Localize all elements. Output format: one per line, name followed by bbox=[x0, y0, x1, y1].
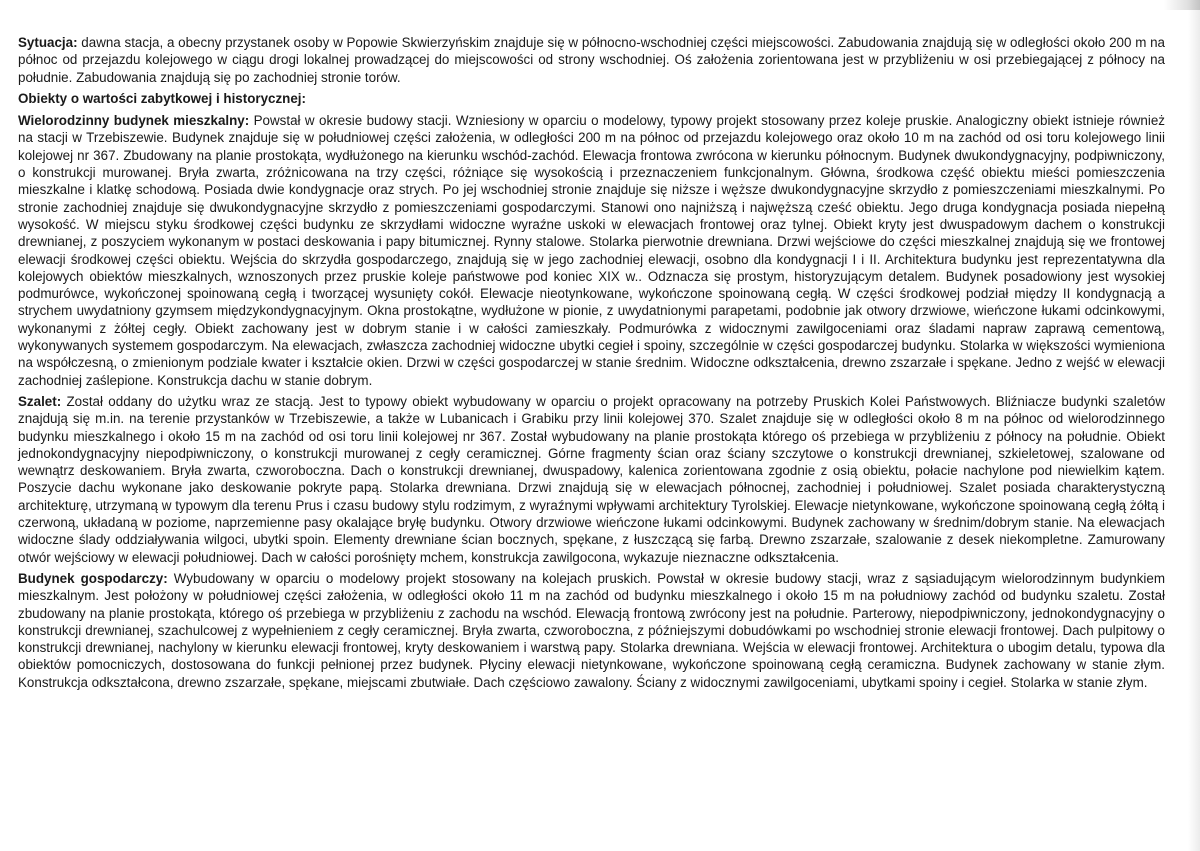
paragraph-sytuacja bbox=[18, 34, 1165, 86]
heading-wielorodzinny: Wielorodzinny budynek mieszkalny: bbox=[18, 113, 250, 129]
heading-gospodarczy: Budynek gospodarczy: bbox=[18, 570, 168, 586]
paragraph-gospodarczy bbox=[18, 570, 1165, 691]
scan-edge-shadow bbox=[1188, 0, 1200, 851]
text-wielorodzinny: Powstał w okresie budowy stacji. Wzniesiony w oparciu o modelowy, typowy projekt stosowany przez koleje pruskie. Analogiczny obiekt istnieje również na stacji w Trzebiszewie. Budynek znajduje się w południowej części założenia, w odległości 200 m na północ od przejazdu kolejowego oraz około 10 m na zachód od osi toru kolejowego linii kolejowej nr 367. Zbudowany na planie prostokąta, wydłużonego na kierunku wschód-zachód. Elewacja frontowa zwrócona w kierunku północnym. Budynek dwukondygnacyjny, podpiwniczony, o konstrukcji murowanej. Bryła zwarta, zróżnicowana na trzy części, różniące się wysokością i przeznaczeniem funkcjonalnym. Główna, środkowa część obiektu mieści pomieszczenia mieszkalne i klatkę schodową. Posiada dwie kondygnacje oraz strych. Po jej wschodniej stronie znajduje się niższe i węższe dwukondygnacyjne skrzydło z pomieszczeniami mieszkalnymi. Po stronie zachodniej znajduje się dwukondygnacyjne skrzydło z pomieszczeniami gospodarczymi. Stanowi ono najniższą i najwęższą cześć obiektu. Jego druga kondygnacja posiada niepełną wysokość. W miejscu styku środkowej części budynku ze skrzydłami widoczne wyraźne uskoki w elewacjach frontowej oraz tylnej. Obiekt kryty jest dwuspadowym dachem o konstrukcji drewnianej, z poszyciem wykonanym w postaci deskowania i papy bitumicznej. Rynny stalowe. Stolarka pierwotnie drewniana. Drzwi wejściowe do części mieszkalnej znajdują się we frontowej elewacji środkowej części obiektu. Wejścia do skrzydła gospodarczego, znajdują się w jego zachodniej elewacji, osobno dla kondygnacji I i II. Architektura budynku jest reprezentatywna dla kolejowych obiektów mieszkalnych, wznoszonych przez pruskie koleje państwowe pod koniec XIX w.. Odznacza się prostym, historyzującym detalem. Budynek posadowiony jest wysokiej podmurówce, wykończonej spoinowaną cegłą i tworzącej wysunięty cokół. Elewacje nieotynkowane, wykończone spoinowaną cegłą. W części środkowej podział między II kondygnacją a strychem uwydatniony gzymsem międzykondygnacyjnym. Okna prostokątne, wydłużone w pionie, z uwydatnionymi parapetami, podobnie jak otwory drzwiowe, wieńczone łukami odcinkowymi, wykonanymi z żółtej cegły. Obiekt zachowany jest w dobrym stanie i w całości zamieszkały. Podmurówka z widocznymi zawilgoceniami oraz śladami napraw zaprawą cementową, wykonywanych systemem gospodarczym. Na elewacjach, zwłaszcza zachodniej widoczne ubytki cegieł i spoiny, szczególnie w części gospodarczej budynku. Stolarka w większości wymieniona na współczesną, o zmienionym podziale kwater i kształcie okien. Drzwi w części gospodarczej w stanie średnim. Widoczne odkształcenia, drewno zszarzałe i spękane. Jedno z wejść w elewacji zachodniej zaślepione. Konstrukcja dachu w stanie dobrym. bbox=[18, 113, 1165, 388]
heading-szalet: Szalet: bbox=[18, 393, 62, 409]
heading-sytuacja: Sytuacja: bbox=[18, 35, 78, 50]
text-sytuacja: dawna stacja, a obecny przystanek osoby w Popowie Skwierzyńskim znajduje się w północno-wschodniej części miejscowości. Zabudowania znajdują się w odległości około 200 m na północ od przejazdu kolejowego w ciągu drogi lokalnej prowadzącej do miejscowości od strony wschodniej. Oś założenia zorientowana jest w przybliżeniu w osi przebiegającej z północy na południe. Zabudowania znajdują się po zachodniej stronie torów. bbox=[18, 35, 1165, 85]
paragraph-szalet bbox=[18, 393, 1165, 566]
paragraph-wielorodzinny bbox=[18, 112, 1165, 389]
scan-corner-mark bbox=[1164, 0, 1200, 10]
document-page bbox=[18, 34, 1165, 695]
text-szalet: Został oddany do użytku wraz ze stacją. Jest to typowy obiekt wybudowany w oparciu o projekt opracowany na potrzeby Pruskich Kolei Państwowych. Bliźniacze budynki szaletów znajdują się m.in. na terenie przystanków w Trzebiszewie, a także w Lubanicach i Grabiku przy linii kolejowej 370. Szalet znajduje się w odległości około 8 m na północ od wielorodzinnego budynku mieszkalnego i około 15 m na zachód od osi toru linii kolejowej nr 367. Został wybudowany na planie prostokąta którego oś przebiega w przybliżeniu z północy na południe. Obiekt jednokondygnacyjny niepodpiwniczony, o konstrukcji murowanej z cegły ceramicznej. Górne fragmenty ścian oraz ściany szczytowe o konstrukcji drewnianej, szkieletowej, szalowane od wewnątrz deskowaniem. Bryła zwarta, czworoboczna. Dach o konstrukcji drewnianej, dwuspadowy, kalenica zorientowana zgodnie z osią obiektu, połacie nachylone pod niewielkim kątem. Poszycie dachu wykonane jako deskowanie pokryte papą. Stolarka drewniana. Drzwi znajdują się w elewacjach północnej, zachodniej i południowej. Szalet posiada charakterystyczną architekturę, utrzymaną w typowym dla terenu Prus i czasu budowy stylu rodzimym, z wyraźnymi wpływami architektury Tyrolskiej. Elewacje nietynkowane, wykończone spoinowaną cegłą żółtą i czerwoną, układaną w poziome, naprzemienne pasy okalające bryłę budynku. Otwory drzwiowe wieńczone łukami odcinkowymi. Budynek zachowany w średnim/dobrym stanie. Na elewacjach widoczne ślady oddziaływania wilgoci, ubytki spoin. Elementy drewniane ścian bocznych, spękane, z łuszczącą się farbą. Drewno zszarzałe, szalowanie z desek niekompletne. Zamurowany otwór wejściowy w elewacji południowej. Dach w całości porośnięty mchem, konstrukcja zawilgocona, wykazuje nieznaczne odkształcenia. bbox=[18, 393, 1165, 565]
text-gospodarczy: Wybudowany w oparciu o modelowy projekt stosowany na kolejach pruskich. Powstał w okresie budowy stacji, wraz z sąsiadującym wielorodzinnym budynkiem mieszkalnym. Jest położony w południowej części założenia, w odległości około 11 m na zachód od budynku mieszkalnego i około 15 m na południowy zachód od budynku szaletu. Został zbudowany na planie prostokąta, którego oś przebiega w przybliżeniu z zachodu na wschód. Elewacją frontową zwrócony jest na południe. Parterowy, niepodpiwniczony, jednokondygnacyjny o konstrukcji drewnianej, szachulcowej z wypełnieniem z cegły ceramicznej. Bryła zwarta, czworoboczna, z późniejszymi dobudówkami po wschodniej stronie elewacji frontowej. Dach pulpitowy o konstrukcji drewnianej, nachylony w kierunku elewacji frontowej, kryty deskowaniem i warstwą papy. Stolarka drewniana. Wejścia w elewacji frontowej. Architektura o ubogim detalu, typowa dla obiektów pomocniczych, dostosowana do funkcji pełnionej przez budynek. Płyciny elewacji nietynkowane, wykończone spoinowaną cegłą ceramiczna. Budynek zachowany w stanie złym. Konstrukcja odkształcona, drewno zszarzałe, spękane, miejscami zbutwiałe. Dach częściowo zawalony. Ściany z widocznymi zawilgoceniami, ubytkami spoiny i cegieł. Stolarka w stanie złym. bbox=[18, 570, 1166, 690]
heading-obiekty: Obiekty o wartości zabytkowej i historycznej: bbox=[18, 90, 306, 106]
